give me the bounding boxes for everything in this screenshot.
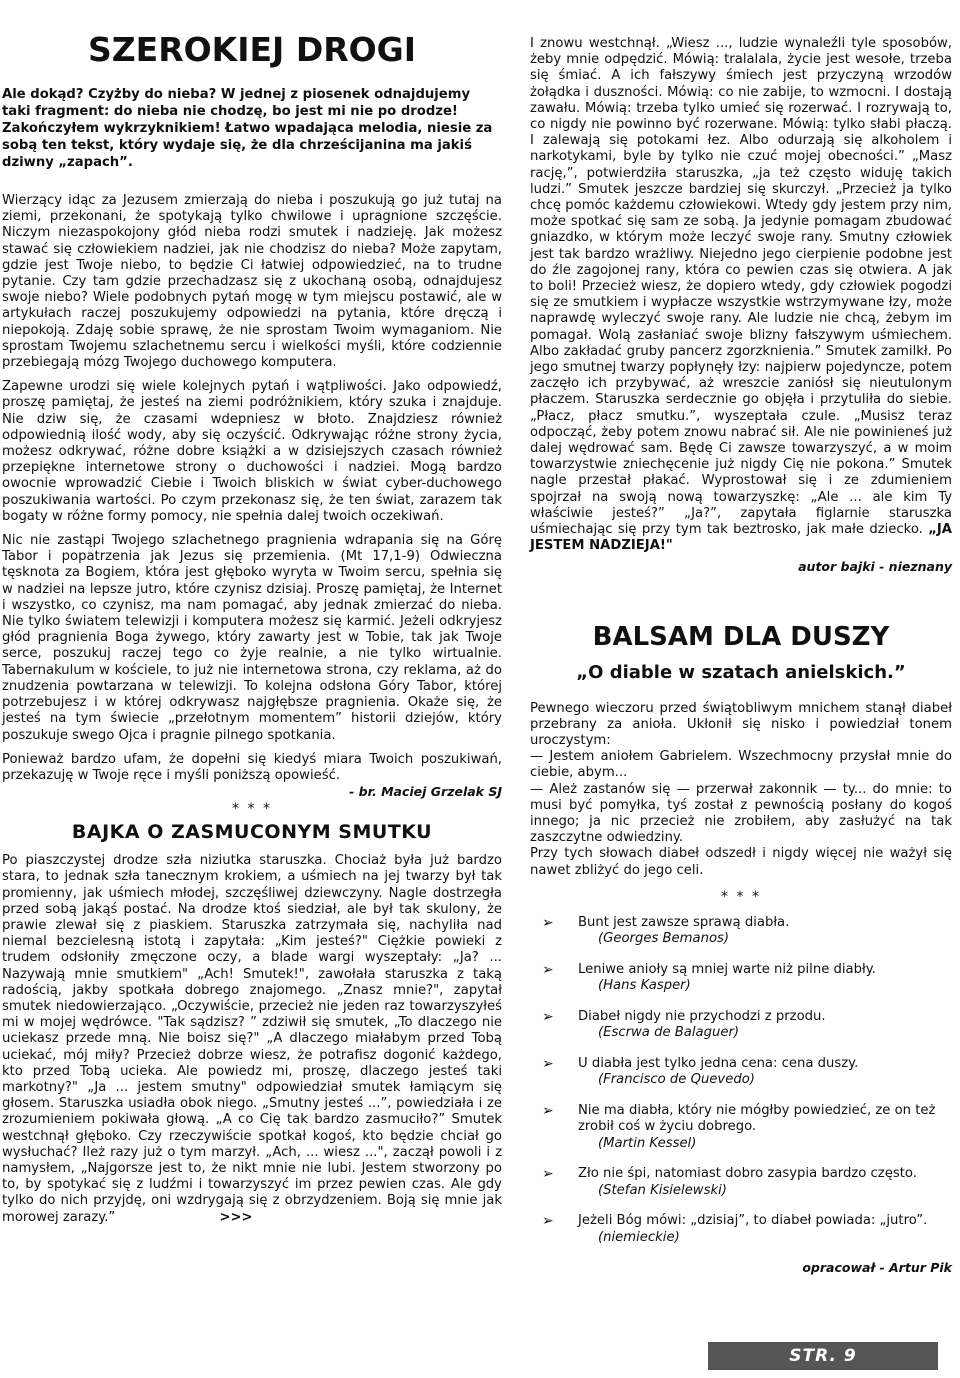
arrow-bullet-icon: ➢ (542, 1055, 554, 1072)
article-paragraph-2: Zapewne urodzi się wiele kolejnych pytań i wątpliwości. Jako odpowiedź, proszę pamiętaj, że jesteś na ziemi podróżnikiem, który szuka i znajduje. Nie dziw się, że czasami wdepniesz w błoto. Znajdziesz również odpowiednią ilość wody, aby się oczyścić. Odkrywając różne strony życia, możesz odkrywać, różne dobre książki a w dzisiejszych czasach również przepiękne internetowe strony o duchowości i nadziei. Mogą bardzo owocnie wprowadzić Ciebie i Twoich bliskich w świat cyber-duchowego poszukiwania wartości. Po czym przekonasz się, że ten świat, zarazem tak bogaty w różne formy pomocy, nie spełnia dalej twoich oczekiwań. (2, 379, 502, 524)
quote-text: Jeżeli Bóg mówi: „dzisiaj”, to diabeł powiada: „jutro”. (578, 1213, 928, 1229)
quote-text: Zło nie śpi, natomiast dobro zasypia bardzo często. (578, 1166, 917, 1182)
article-signature: - br. Maciej Grzelak SJ (349, 784, 502, 800)
quote-author: (Martin Kessel) (598, 1135, 697, 1151)
quote-author: (niemieckie) (598, 1229, 680, 1245)
quote-item (530, 1166, 952, 1199)
arrow-bullet-icon: ➢ (542, 1008, 554, 1025)
arrow-bullet-icon: ➢ (542, 1102, 554, 1119)
continue-marker: >>> (219, 1209, 253, 1225)
balsam-paragraph-4: Przy tych słowach diabeł odszedł i nigdy więcej nie ważył się nawet zbliżyć do jego celi. (530, 846, 952, 878)
fable-author: autor bajki - nieznany (798, 558, 952, 574)
balsam-paragraph-1: Pewnego wieczoru przed świątobliwym mnichem stanął diabeł przebrany za anioła. Ukłonił się nisko i powiedział tonem uroczystym: (530, 700, 952, 748)
article-title: SZEROKIEJ DROGI (87, 30, 417, 69)
quote-author: (Stefan Kisielewski) (598, 1182, 727, 1198)
article-paragraph-3: Nic nie zastąpi Twojego szlachetnego pragnienia wdrapania się na Górę Tabor i popatrzenia jak Jezus się przemienia. (Mt 17,1-9) Odwieczna tęsknota za Bogiem, która jest głęboko wyryta w Twoim sercu, spełnia się w nadziei na lepsze jutro, które czynisz dzisiaj. Proszę pamiętaj, że Internet i wszystko, co czynisz, ma nam pomagać, aby jednak zmierzać do nieba. Nie tylko światem telewizji i komputera możesz się karmić. Jeżeli odkryjesz głód pragnienia Boga żywego, który zawarty jest w Tobie, tak jak Twoje serce, poszukuj raczej tego co żyje realnie, a nie tylko wirtualnie. Tabernakulum w kościele, to już nie internetowa strona, czy reklama, aż do znudzenia powtarzana w telewizji. To kolejna odsłona Góry Tabor, której potrzebujesz i w której odkrywasz najgłębsze pragnienia. Okaże się, że jesteś na tym świecie „przełotnym momentem” historii dziejów, który poszukuje swego Ojca i pragnie pilnego spotkania. (2, 533, 502, 743)
quote-text: Diabeł nigdy nie przychodzi z przodu. (578, 1008, 826, 1024)
page-number: STR. 9 (708, 1342, 938, 1370)
quote-item (530, 1056, 952, 1089)
quote-text: U diabła jest tylko jedna cena: cena duszy. (578, 1055, 859, 1071)
balsam-subtitle: „O diable w szatach anielskich.” (576, 661, 906, 683)
arrow-bullet-icon: ➢ (542, 961, 554, 978)
right-column (530, 0, 952, 1275)
arrow-bullet-icon: ➢ (542, 914, 554, 931)
balsam-title: BALSAM DLA DUSZY (592, 621, 890, 652)
separator-stars: * * * (232, 801, 272, 818)
balsam-paragraph-2: — Jestem aniołem Gabrielem. Wszechmocny przysłał mnie do ciebie, abym... (530, 749, 952, 781)
fable-title: BAJKA O ZASMUCONYM SMUTKU (71, 821, 433, 844)
fable-text: Po piaszczystej drodze szła niziutka staruszka. Chociaż była już bardzo stara, to jednak szła tanecznym krokiem, a uśmiech na jej twarzy był tak promienny, jak uśmiech młodej, szczęśliwej dziewczyny. Nagle dostrzegła przed sobą jakąś postać. Na drodze ktoś siedział, ale był tak skulony, że prawie zlewał się z piaskiem. Staruszka zatrzymała się, nachyliła nad niemal bezcielesną istotą i zapytała: „Kim jesteś?" Ciężkie powieki z trudem odsłoniły zmęczone oczy, a blade wargi wyszeptały: „Ja? ... Nazywają mnie smutkiem" „Ach! Smutek!", zawołała staruszka z taką radością, jakby spotkała dobrego znajomego. „Znasz mnie?", zapytał smutek niedowierzająco. „Oczywiście, przecież nie jeden raz towarzyszyłeś mi w mojej wędrówce. "Tak sądzisz? ” zdziwił się smutek, „To dlaczego nie uciekasz przede mną. Nie boisz się?" „A dlaczego miałabym przed Tobą uciekać, mój miły? Przecież dobrze wiesz, że potrafisz dogonić każdego, kto przed Tobą ucieka. Ale powiedz mi, proszę, dlaczego jesteś taki markotny?" „Ja ... jestem smutny" odpowiedział smutek łamiącym się głosem. Staruszka usiadła obok niego. „Smutny jesteś ...”, powiedziała i ze zrozumieniem pokiwała głową. „A co Cię tak bardzo zasmuciło?” Smutek westchnął głęboko. Czy rzeczywiście spotkał kogoś, kto będzie chciał go wysłuchać? Ileż razy już o tym marzył. „Ach, ... wiesz ...", zaczął powoli i z namysłem, „Najgorsze jest to, że nikt mnie nie lubi. Jestem stworzony po to, by spotykać się z ludźmi i towarzyszyć im przez pewien czas. Ale gdy tylko do nich przyjdę, oni wzdrygają się z obrzydzeniem. Boją się mnie jak morowej zarazy.” >>> (2, 853, 502, 1225)
article-paragraph-4: Ponieważ bardzo ufam, że dopełni się kiedyś miara Twoich poszukiwań, przekazuję w Twoje ręce i myśli poniższą opowieść. (2, 751, 502, 783)
fable-ending: „JA JESTEM NADZIEJA!" (530, 522, 952, 554)
fable-continuation: I znowu westchnął. „Wiesz ..., ludzie wynaleźli tyle sposobów, żeby mnie odpędzić. Mówią: tralalala, życie jest wesołe, trzeba się śmiać. A ich fałszywy śmiech jest przyczyną wrzodów żołądka i duszności. Mówią: co nie zabije, to wzmocni. I dostają zawału. Mówią: trzeba tylko umieć się rozerwać. I rozrywają to, co nigdy nie powinno być rozerwane. Mówią: tylko słabi płaczą. I zalewają się potokami łez. Albo odurzają się alkoholem i narkotykami, byle by tylko nie czuć mojej obecności.” „Masz rację,”, potwierdziła staruszka, „ja też często widuję takich ludzi.” Smutek jeszcze bardziej się skurczył. „Przecież ja tylko chcę pomóc każdemu człowiekowi. Wtedy gdy jestem przy nim, może spotkać się sam ze sobą. Ja jedynie pomagam zbudować gniazdko, w którym może leczyć swoje rany. Smutny człowiek jest tak bardzo wrażliwy. Niejedno jego cierpienie podobne jest do źle zagojonej rany, która co pewien czas się otwiera. A jak to boli! Przecież wiesz, że dopiero wtedy, gdy człowiek pogodzi się ze smutkiem i wypłacze wszystkie wstrzymywane łzy, może naprawdę wyleczyć swoje rany. Ale ludzie nie chcą, żebym im pomagał. Wolą zasłaniać swoje blizny fałszywym uśmiechem. Albo zakładać gruby pancerz zgorzknienia.” Smutek zamilkł. Po jego smutnej twarzy popłynęły łzy: najpierw pojedyncze, potem zaczęło ich przybywać, aż wreszcie zaniósł się nieutulonym płaczem. Staruszka serdecznie go objęła i przytuliła do siebie. „Płacz, płacz smutku.”, wyszeptała czule. „Musisz teraz odpocząć, żeby potem znowu nabrać sił. Ale nie powinieneś już dalej wędrować sam. Będę Ci zawsze towarzyszyć, a w moim towarzystwie zniechęcenie już nigdy Cię nie pokona.” Smutek nagle przestał płakać. Wyprostował się i ze zdumieniem spojrzał na swoją nową towarzyszkę: „Ale ... ale kim Ty właściwie jesteś?” „Ja?”, zapytała figlarnie staruszka uśmiechając się przy tym tak beztrosko, jak małe dziecko. „JA JESTEM NADZIEJA!" (530, 36, 952, 554)
quote-item (530, 915, 952, 948)
quote-author: (Georges Bemanos) (598, 931, 730, 947)
article-paragraph-1: Wierzący idąc za Jezusem zmierzają do nieba i poszukują go już tutaj na ziemi, przekonani, że spotykają tylko chwilowe i upragnione szczęście. Niczym niezaspokojony głód nieba rodzi smutek i nadzieję. Jak możesz stawać się człowiekiem nadziei, jak nie chodzisz do nieba? Może zapytam, gdzie jest Twoje niebo, to będzie Ci łatwiej odpowiedzieć, na to trudne pytanie. Czy tam gdzie przechadzasz się z ukochaną osobą, odnajdujesz swoje niebo? Wiele podobnych pytań mogę w tym miejscu postawić, ale w artykułach raczej poszukujemy odpowiedzi na pytania, które dręczą i niepokoją. Zdaję sobie sprawę, że nie sprostam Twoim wymaganiom. Nie sprostam Twojemu szlachetnemu sercu i wielkości myśli, które codziennie przebiegają mózg Twojego duchowego komputera. (2, 193, 502, 371)
quote-item (530, 1103, 952, 1153)
balsam-paragraph-3: — Ależ zastanów się — przerwał zakonnik — ty... do mnie: to musi być pomyłka, tyś został z pewnością posłany do kogoś innego; ja nic przecież nie zrobiłem, aby zasłużyć na tak zaszczytne odwiedziny. (530, 781, 952, 846)
arrow-bullet-icon: ➢ (542, 1213, 554, 1230)
quote-item (530, 1009, 952, 1042)
quote-author: (Escrwa de Balaguer) (598, 1025, 740, 1041)
quote-item (530, 1213, 952, 1246)
compiled-by: opracował - Artur Pik (802, 1260, 952, 1276)
article-intro: Ale dokąd? Czyżby do nieba? W jednej z piosenek odnajdujemy taki fragment: do nieba nie chodzę, bo jest mi nie po drodze! Zakończyłem wykrzyknikiem! Łatwo wpadająca melodia, niesie za sobą ten tekst, który wydaje się, że dla chrześcijanina ma jakiś dziwny „zapach”. (2, 87, 493, 170)
balsam-separator-stars: * * * (721, 888, 761, 905)
quote-text: Bunt jest zawsze sprawą diabła. (578, 914, 790, 930)
quote-item (530, 962, 952, 995)
left-column (2, 0, 502, 1226)
quote-text: Nie ma diabła, który nie mógłby powiedzieć, ze on też zrobił coś w życiu dobrego. (578, 1102, 936, 1135)
quote-author: (Hans Kasper) (598, 978, 691, 994)
quotes-list (530, 915, 952, 1247)
quote-text: Leniwe anioły są mniej warte niż pilne diabły. (578, 961, 876, 977)
quote-author: (Francisco de Quevedo) (598, 1072, 755, 1088)
arrow-bullet-icon: ➢ (542, 1166, 554, 1183)
